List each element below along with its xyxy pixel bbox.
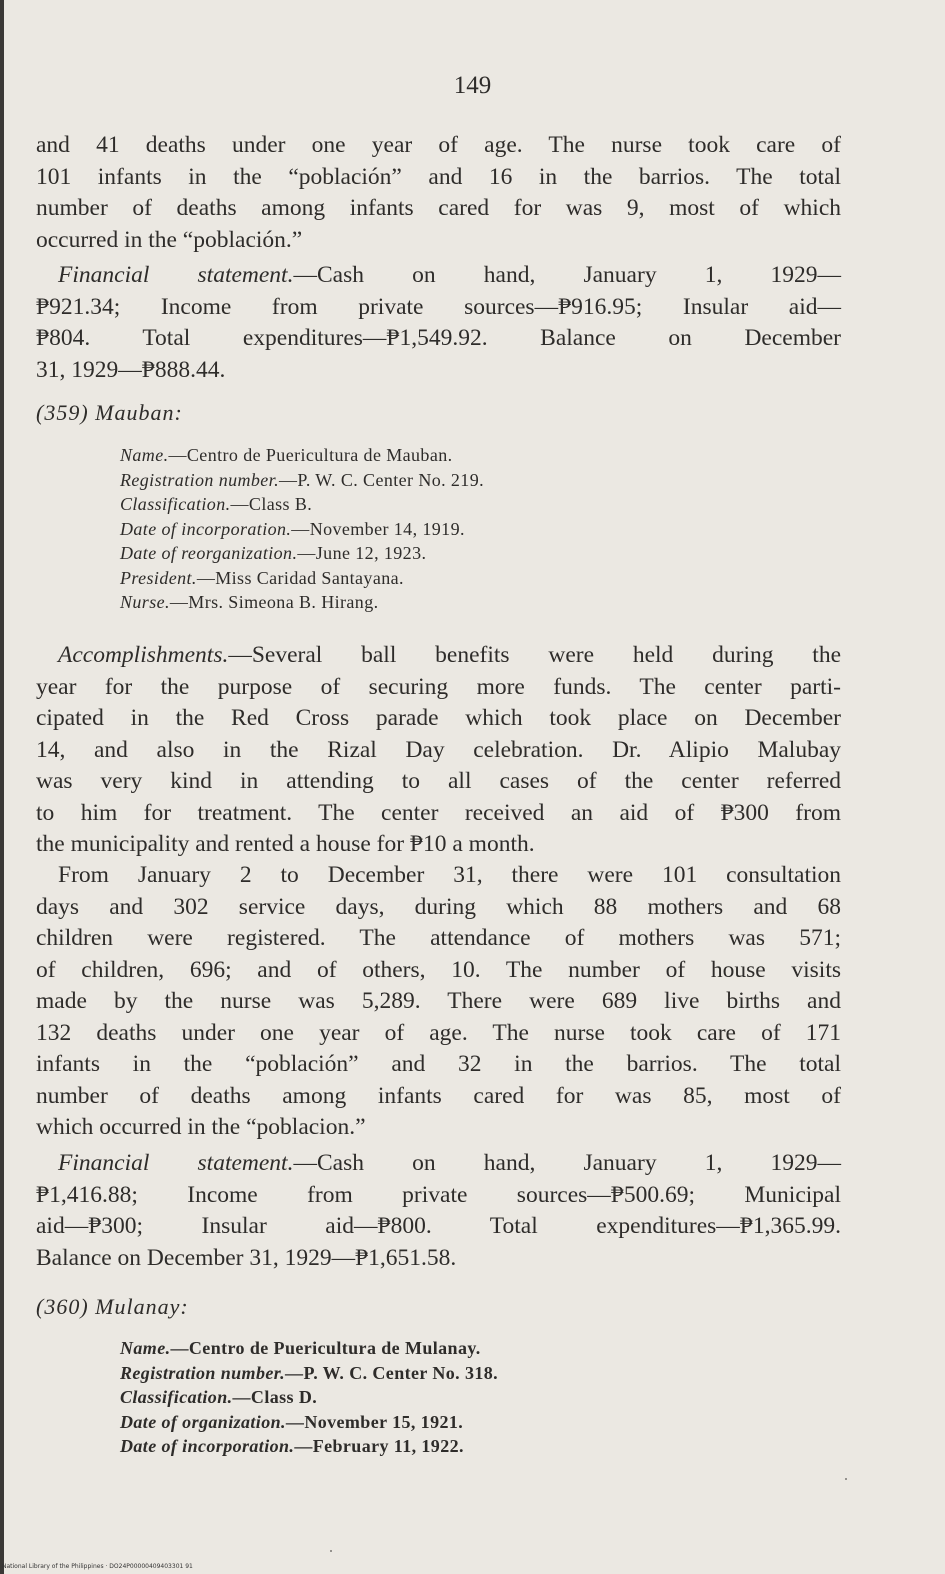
registry-row: Registration number.—P. W. C. Center No. 318. xyxy=(120,1362,499,1383)
text-line: number of deaths among infants cared for was 85, most of xyxy=(36,1082,841,1109)
text-line: 14, and also in the Rizal Day celebration. Dr. Alipio Malubay xyxy=(36,736,841,763)
text-line: 132 deaths under one year of age. The nurse took care of 171 xyxy=(36,1019,841,1046)
paragraph-financial-statement-2 xyxy=(36,1148,841,1274)
paragraph-deaths-summary xyxy=(36,130,841,256)
text-line: made by the nurse was 5,289. There were 689 live births and xyxy=(36,988,841,1014)
text-line: days and 302 service days, during which 88 mothers and 68 xyxy=(36,893,841,920)
paragraph-accomplishments xyxy=(36,640,841,861)
text-line: year for the purpose of securing more funds. The center parti- xyxy=(36,673,841,700)
dust-speck xyxy=(845,1478,847,1480)
financial-statement-label: Financial statement. xyxy=(58,1150,294,1176)
text-line: Financial statement.—Cash on hand, January 1, 1929— xyxy=(58,262,841,288)
text-line: children were registered. The attendance of mothers was 571; xyxy=(36,925,841,951)
text-line: occurred in the “población.” xyxy=(36,226,303,253)
paragraph-statistics xyxy=(36,860,841,1144)
paragraph-financial-statement-1 xyxy=(36,260,841,386)
text-line: 31, 1929—₱888.44. xyxy=(36,356,226,383)
page-number: 149 xyxy=(453,72,492,99)
scan-edge xyxy=(0,0,4,1574)
dust-speck xyxy=(330,1550,332,1552)
registry-row: Name.—Centro de Puericultura de Mulanay. xyxy=(120,1338,481,1358)
registry-row: Registration number.—P. W. C. Center No. 219. xyxy=(120,469,485,490)
text-line: ₱804. Total expenditures—₱1,549.92. Balance on December xyxy=(36,325,841,351)
text-line: was very kind in attending to all cases of the center referred xyxy=(36,768,841,794)
text-line: Accomplishments.—Several ball benefits were held during the xyxy=(58,642,841,668)
accomplishments-label: Accomplishments. xyxy=(58,642,229,668)
text-line: Balance on December 31, 1929—₱1,651.58. xyxy=(36,1244,457,1271)
text-line: which occurred in the “poblacion.” xyxy=(36,1114,366,1140)
registry-block-360 xyxy=(120,1336,498,1459)
registry-row: Date of incorporation.—November 14, 1919. xyxy=(120,518,465,539)
text-line: ₱1,416.88; Income from private sources—₱500.69; Municipal xyxy=(36,1181,841,1208)
registry-row: Nurse.—Mrs. Simeona B. Hirang. xyxy=(120,592,379,612)
registry-row: Date of organization.—November 15, 1921. xyxy=(120,1411,464,1432)
registry-row: Date of reorganization.—June 12, 1923. xyxy=(120,543,427,563)
registry-row: Name.—Centro de Puericultura de Mauban. xyxy=(120,445,453,465)
text-line: From January 2 to December 31, there were 101 consultation xyxy=(58,862,841,888)
scan-footer: National Library of the Philippines · DO24P00000409403301 91 xyxy=(2,1563,193,1570)
section-heading-359: (359) Mauban: xyxy=(36,400,183,425)
registry-block-359 xyxy=(120,443,484,615)
registry-row: Classification.—Class D. xyxy=(120,1387,318,1407)
text-line: infants in the “población” and 32 in the barrios. The total xyxy=(36,1051,841,1077)
registry-row: President.—Miss Caridad Santayana. xyxy=(120,567,404,588)
text-line: 101 infants in the “población” and 16 in the barrios. The total xyxy=(36,163,841,190)
financial-statement-label: Financial statement. xyxy=(58,262,294,288)
registry-row: Date of incorporation.—February 11, 1922. xyxy=(120,1436,464,1456)
text-line: ₱921.34; Income from private sources—₱916.95; Insular aid— xyxy=(36,293,841,320)
section-heading-360: (360) Mulanay: xyxy=(36,1294,189,1319)
registry-row: Classification.—Class B. xyxy=(120,494,313,514)
text-line: cipated in the Red Cross parade which took place on December xyxy=(36,705,841,731)
text-line: number of deaths among infants cared for was 9, most of which xyxy=(36,195,841,221)
text-line: and 41 deaths under one year of age. The nurse took care of xyxy=(36,132,841,158)
text-line: the municipality and rented a house for ₱10 a month. xyxy=(36,831,535,857)
text-line: of children, 696; and of others, 10. The number of house visits xyxy=(36,956,841,983)
text-line: Financial statement.—Cash on hand, January 1, 1929— xyxy=(58,1150,841,1176)
text-line: aid—₱300; Insular aid—₱800. Total expenditures—₱1,365.99. xyxy=(36,1213,841,1239)
text-line: to him for treatment. The center received an aid of ₱300 from xyxy=(36,799,841,826)
